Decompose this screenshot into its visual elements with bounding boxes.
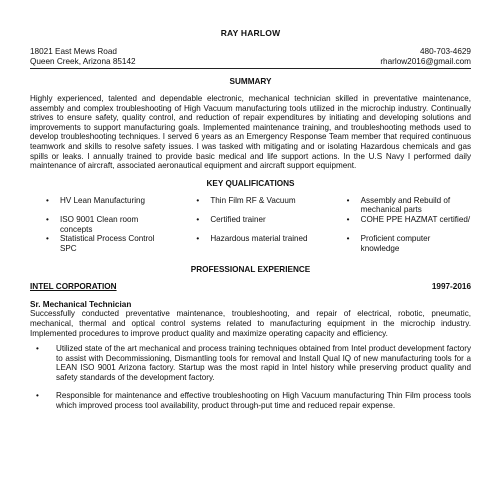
job-title: Sr. Mechanical Technician [30,300,132,310]
bullet-icon: • [346,234,350,244]
bullet-icon: • [46,214,49,224]
qualification-text: Certified trainer [210,214,266,224]
employment-years: 1997-2016 [431,282,471,292]
qualification-text: HV Lean Manufacturing [60,195,146,205]
qualification-item [46,234,170,253]
job-description: Successfully conducted preventative maintenance, troubleshooting, and repair of electrical, robotic, pneumatic, mechanical, thermal and optical control systems related to manufacturing equipment in the microchip industry. Implemented procedures to improve product quality and maximize operating capacity and efficiency. [30,309,471,338]
job-bullets [30,344,471,411]
qualification-item [196,215,320,234]
company-row [30,282,471,291]
qualification-item [347,234,471,253]
phone-number: 480-703-4629 [420,47,471,56]
bullet-icon: • [36,391,39,401]
summary-heading: SUMMARY [229,77,272,86]
address-line-1: 18021 East Mews Road [30,47,117,56]
experience-heading: PROFESSIONAL EXPERIENCE [190,265,311,275]
bullet-icon: • [196,234,200,244]
qualifications-list [30,196,471,254]
bullet-icon: • [346,195,350,205]
bullet-icon: • [36,344,39,354]
bullet-icon: • [346,214,350,224]
qualification-text: ISO 9001 Clean room concepts [60,214,139,234]
bullet-icon: • [46,234,49,244]
email-address: rharlow2016@gmail.com [380,57,471,66]
summary-text: Highly experienced, talented and dependable electronic, mechanical technician skilled in preventative maintenance, assembly and complex troubleshooting of High Vacuum manufacturing tools utilized in the microchip industry. Continually strives to ensure safety, quality control, and reduction of repair expenditures by initiating and developing solutions and improvements to support manufacturing goals. Implemented maintenance training, and troubleshooting methods used to develop troubleshooting techniques. I served 6 years as an Emergency Response Team member that required continuous teamwork and skills to resolve safety issues. I was tasked with mitigating and or isolating Hazardous chemicals and gas spills or leaks. I annually trained to provide basic medical and life support actions. In the U.S Navy I performed daily maintenance of aircraft, associated aeronautical equipment and aircraft support equipment. [30,94,471,171]
qualification-text: Statistical Process Control SPC [60,234,155,253]
company-name: INTEL CORPORATION [30,282,117,292]
qualification-text: Thin Film RF & Vacuum [210,195,296,205]
qualification-item [46,196,170,215]
qualification-item [347,215,471,234]
qualification-text: Hazardous material trained [210,234,308,244]
job-bullet-item [30,391,471,410]
candidate-name: RAY HARLOW [220,28,281,38]
bullet-icon: • [196,214,200,224]
qualification-item [196,234,320,253]
qualification-item [46,215,170,234]
job-bullet-item [30,344,471,382]
contact-row-2 [30,57,471,69]
bullet-icon: • [196,195,200,205]
bullet-icon: • [46,195,49,205]
job-bullet-text: Responsible for maintenance and effective troubleshooting on High Vacuum manufacturing Thin Film process tools which improved process tool availability, product through-put time and reduced repair expense. [56,391,471,411]
qualification-text: Assembly and Rebuild of mechanical parts [360,195,451,215]
address-line-2: Queen Creek, Arizona 85142 [30,57,136,66]
job-bullet-text: Utilized state of the art mechanical and process training techniques obtained from Intel product development factory to assist with Decommissioning, Dismantling tools for removal and Install Qual IQ of new manufacturing tools for a LEAN ISO 9001 Arizona factory. Startup was the most rapid in Intel history while preserving product quality and safety standards of the development factory. [56,344,471,382]
resume-page [30,28,471,420]
qualification-item [347,196,471,215]
contact-row-1 [30,47,471,57]
qualifications-heading: KEY QUALIFICATIONS [206,178,295,188]
qualification-item [196,196,320,215]
qualification-text: Proficient computer knowledge [360,234,431,253]
qualification-text: COHE PPE HAZMAT certified/ [360,214,471,224]
